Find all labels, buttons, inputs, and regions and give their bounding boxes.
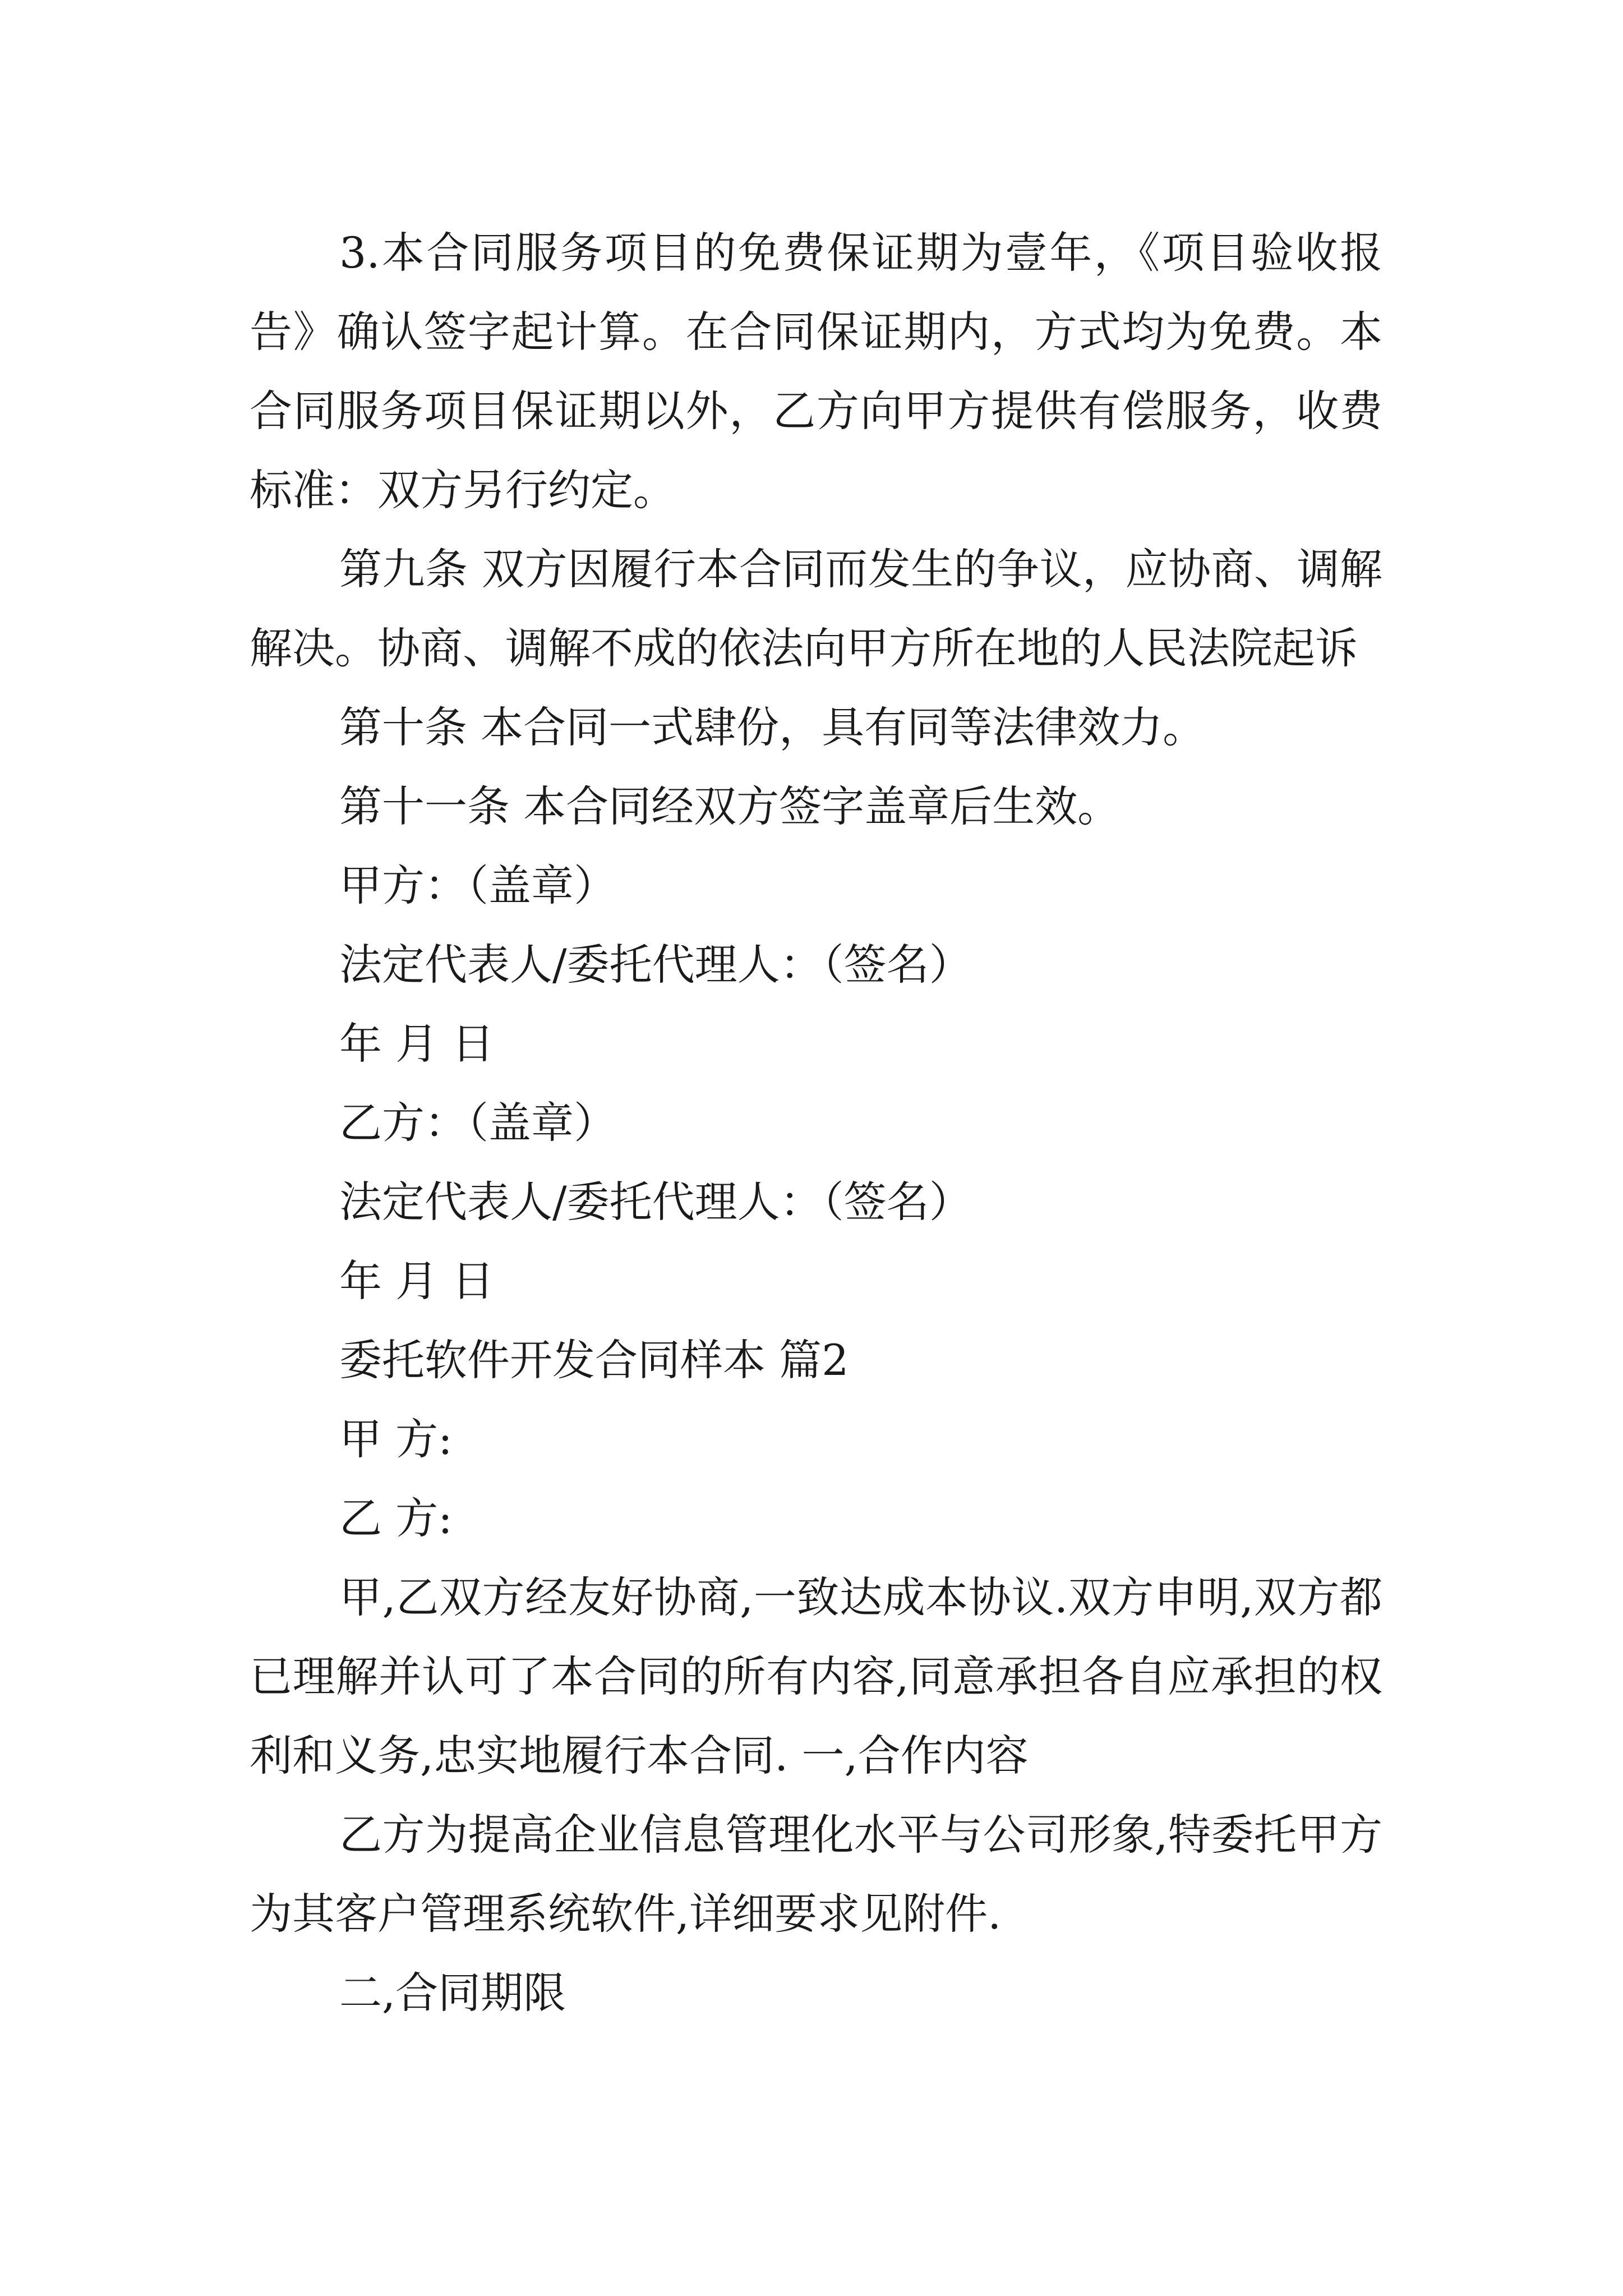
clause-11: 第十一条 本合同经双方签字盖章后生效。 xyxy=(339,781,1121,831)
party-a-date: 年 月 日 xyxy=(339,1019,495,1069)
party-a-representative: 法定代表人/委托代理人：（签名） xyxy=(339,940,972,990)
party-b-representative: 法定代表人/委托代理人：（签名） xyxy=(339,1177,972,1227)
contract-term-heading: 二,合同期限 xyxy=(339,1968,566,2018)
party-b-label: 乙 方: xyxy=(339,1493,453,1543)
document-page xyxy=(250,213,1382,2032)
party-b-date: 年 月 日 xyxy=(339,1256,495,1306)
party-a-label: 甲 方: xyxy=(339,1414,453,1464)
party-a-seal: 甲方：（盖章） xyxy=(339,861,616,910)
clause-8-item-3: 3.本合同服务项目的免费保证期为壹年，《项目验收报告》确认签字起计算。在合同保证期内，方式均为免费。本合同服务项目保证期以外，乙方向甲方提供有偿服务，收费标准：双方另行约定。 xyxy=(250,228,1382,515)
intro-paragraph: 甲,乙双方经友好协商,一致达成本协议.双方申明,双方都已理解并认可了本合同的所有内容,同意承担各自应承担的权利和义务,忠实地履行本合同. 一,合作内容 xyxy=(250,1572,1382,1780)
section-title: 委托软件开发合同样本 篇2 xyxy=(339,1335,849,1385)
clause-9: 第九条 双方因履行本合同而发生的争议，应协商、调解解决。协商、调解不成的依法向甲方所在地的人民法院起诉 xyxy=(250,544,1382,673)
party-b-seal: 乙方：（盖章） xyxy=(339,1098,616,1148)
clause-10: 第十条 本合同一式肆份，具有同等法律效力。 xyxy=(339,702,1206,752)
cooperation-content-paragraph: 乙方为提高企业信息管理化水平与公司形象,特委托甲方为其客户管理系统软件,详细要求见附件. xyxy=(250,1810,1382,1939)
